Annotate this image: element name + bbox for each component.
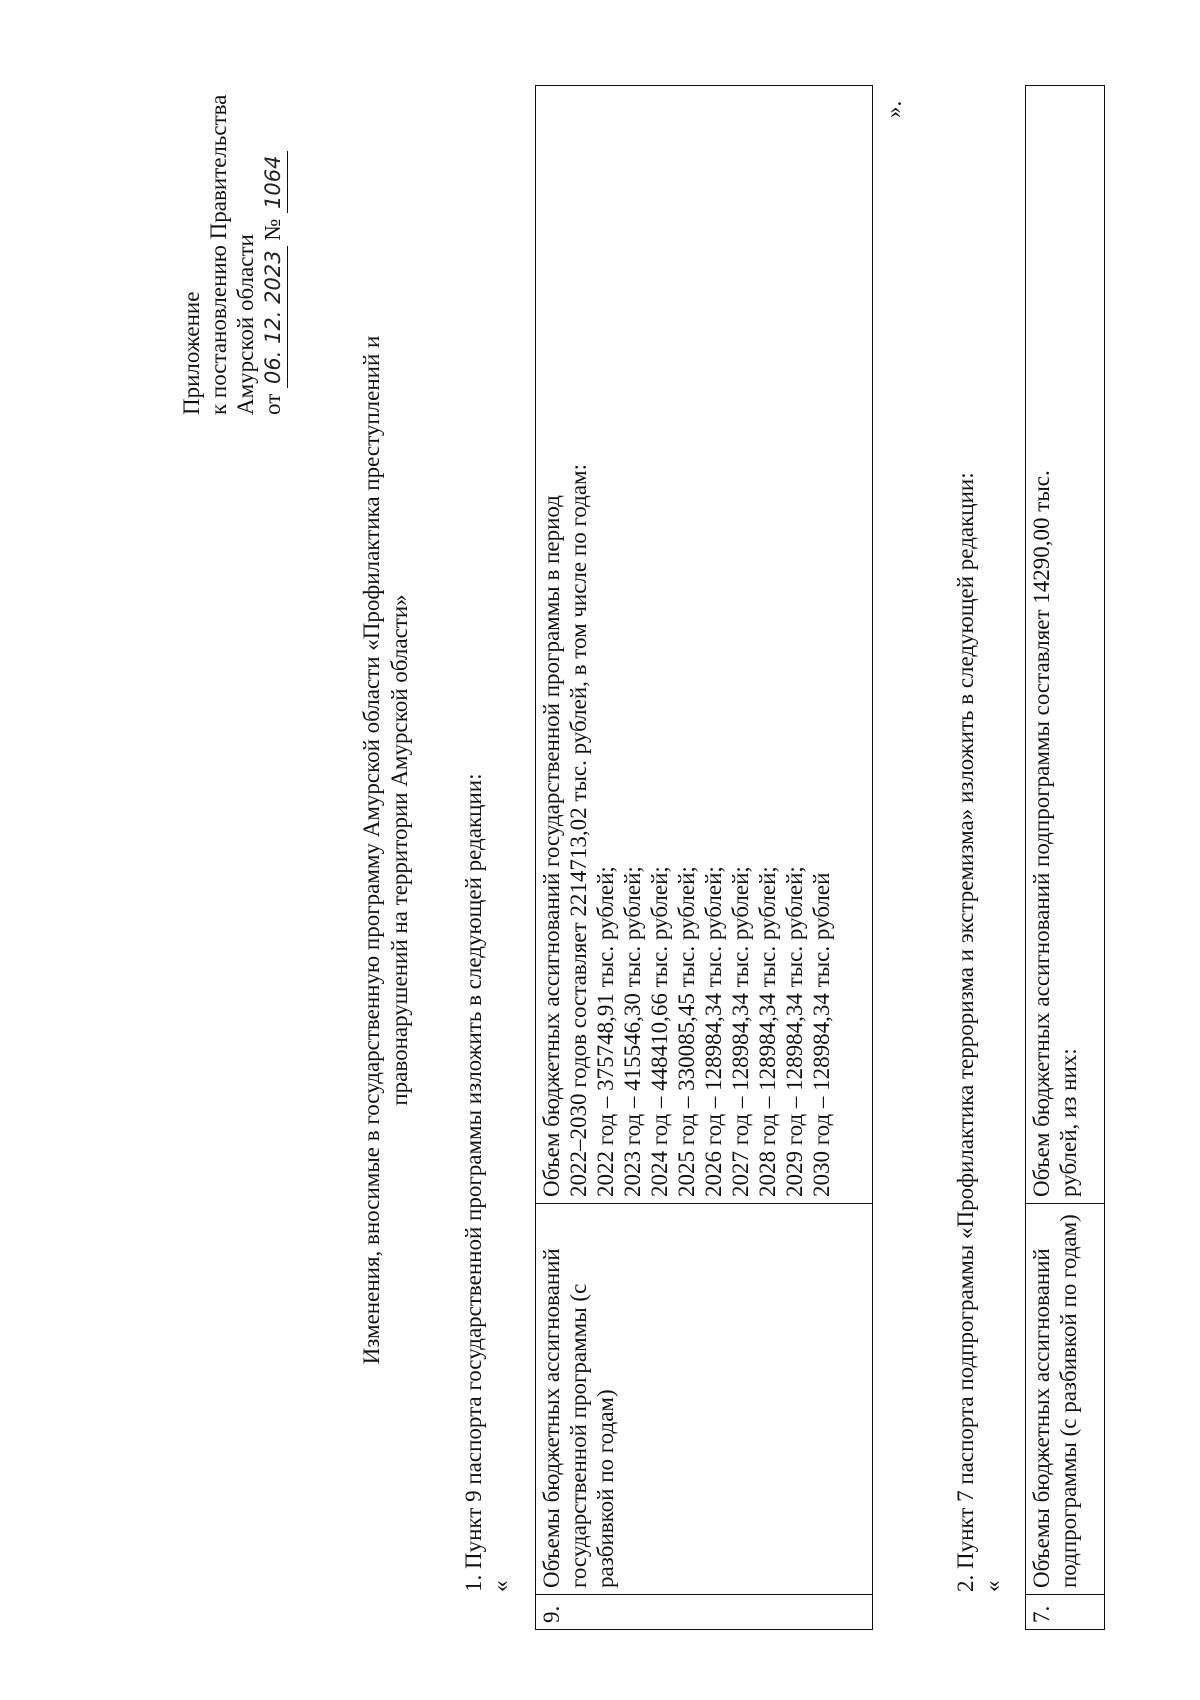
- table-row: [536, 86, 873, 1630]
- content-line: рублей, из них:: [1056, 1048, 1081, 1197]
- appendix-title: Приложение: [179, 291, 204, 415]
- passport-table-item7: [1025, 85, 1105, 1630]
- table-row: [1026, 86, 1105, 1630]
- item2-heading: 2. Пункт 7 паспорта подпрограммы «Профилактика терроризма и экстремизма» изложить в следующей редакции:: [953, 472, 978, 1592]
- item1-close-quote: ».: [881, 100, 906, 118]
- date-prefix: от: [260, 393, 285, 415]
- document-title: [358, 295, 414, 1405]
- label-line: разбивкой по годам): [593, 1389, 618, 1588]
- title-line-2: правонарушений на территории Амурской области»: [387, 594, 412, 1106]
- item1-open-quote: «: [488, 1580, 513, 1592]
- row-number: 9.: [536, 1595, 873, 1630]
- label-line: подпрограммы (с разбивкой по годам): [1056, 1214, 1081, 1588]
- appendix-resolution-line: к постановлению Правительства: [206, 94, 231, 415]
- content-line: 2030 год – 128984,34 тыс. рублей: [809, 872, 834, 1197]
- title-line-1: Изменения, вносимые в государственную программу Амурской области «Профилактика преступлений и: [359, 335, 384, 1365]
- appendix-block: [178, 95, 288, 415]
- item1-heading: 1. Пункт 9 паспорта государственной программы изложить в следующей редакции:: [461, 773, 486, 1592]
- content-line: 2025 год – 330085,45 тыс. рублей;: [674, 866, 699, 1197]
- row-content: [1026, 86, 1105, 1204]
- label-line: государственной программы (с: [566, 1283, 591, 1588]
- row-content: [536, 86, 873, 1204]
- row-number: 7.: [1026, 1595, 1105, 1630]
- handwritten-number: 1064: [260, 152, 288, 213]
- content-line: 2026 год – 128984,34 тыс. рублей;: [701, 866, 726, 1197]
- label-line: Объемы бюджетных ассигнований: [1029, 1248, 1054, 1588]
- content-line: 2022–2030 годов составляет 2214713,02 тыс. рублей, в том числе по годам:: [566, 463, 591, 1197]
- content-line: Объем бюджетных ассигнований государственной программы в период: [539, 495, 564, 1197]
- content-line: 2022 год – 375748,91 тыс. рублей;: [593, 866, 618, 1197]
- row-label: [1026, 1204, 1105, 1595]
- label-line: Объемы бюджетных ассигнований: [539, 1248, 564, 1588]
- content-line: 2023 год – 415546,30 тыс. рублей;: [620, 866, 645, 1197]
- handwritten-date: 06. 12. 2023: [260, 246, 288, 388]
- row-label: [536, 1204, 873, 1595]
- appendix-region-line: Амурской области: [233, 234, 258, 415]
- appendix-date-line: [259, 95, 288, 415]
- content-line: 2029 год – 128984,34 тыс. рублей;: [782, 866, 807, 1197]
- passport-table-item9: [535, 85, 873, 1630]
- item2-open-quote: «: [980, 1580, 1005, 1592]
- content-line: 2024 год – 448410,66 тыс. рублей;: [647, 866, 672, 1197]
- content-line: 2027 год – 128984,34 тыс. рублей;: [728, 866, 753, 1197]
- content-line: 2028 год – 128984,34 тыс. рублей;: [755, 866, 780, 1197]
- number-prefix: №: [260, 218, 285, 241]
- content-line: Объем бюджетных ассигнований подпрограммы составляет 14290,00 тыс.: [1029, 470, 1054, 1197]
